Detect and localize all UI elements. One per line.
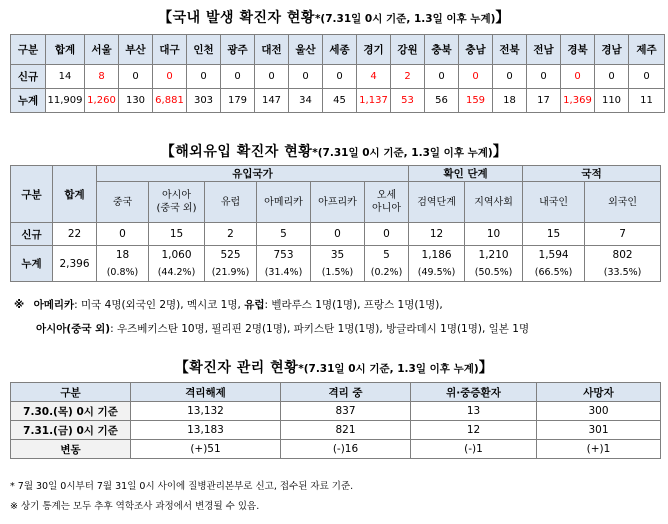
note-america-text: : 미국 4명(외국인 2명), 멕시코 1명, <box>74 299 245 311</box>
domestic-title <box>0 7 668 27</box>
domestic-cell: 56 <box>425 89 459 113</box>
domestic-cell: 110 <box>595 89 629 113</box>
overseas-cell-cumulative: 18 <box>97 246 149 265</box>
overseas-cell-percent: (44.2%) <box>149 265 205 282</box>
domestic-cell: 303 <box>187 89 221 113</box>
overseas-subheader-cell <box>97 182 149 223</box>
overseas-cell-percent: (33.5%) <box>585 265 661 282</box>
domestic-cell: 0 <box>323 65 357 89</box>
domestic-row-label: 신규 <box>11 65 46 89</box>
domestic-cell: 6,881 <box>153 89 187 113</box>
domestic-header-cell: 서울 <box>85 35 119 65</box>
domestic-cell: 0 <box>527 65 561 89</box>
note-america-label: 아메리카 <box>33 299 75 311</box>
domestic-header-cell: 대전 <box>255 35 289 65</box>
domestic-cell: 1,369 <box>561 89 595 113</box>
note-line-1 <box>14 297 443 312</box>
management-cell: 837 <box>281 402 411 421</box>
overseas-row-cumulative <box>11 246 661 265</box>
overseas-subheader-cell <box>311 182 365 223</box>
management-title-end: 】 <box>478 360 494 376</box>
overseas-cell-cumulative: 1,210 <box>465 246 523 265</box>
overseas-subheader-text: 아시아 <box>162 190 191 201</box>
overseas-subheader-cell <box>257 182 311 223</box>
overseas-subheader-text: 검역단계 <box>417 196 456 208</box>
management-row-label: 7.31.(금) 0시 기준 <box>11 421 131 440</box>
overseas-row-new <box>11 223 661 246</box>
domestic-header-cell: 충남 <box>459 35 493 65</box>
domestic-cell: 8 <box>85 65 119 89</box>
overseas-subheader-text: 지역사회 <box>474 196 513 208</box>
management-cell: 13 <box>411 402 537 421</box>
overseas-row-label-cumulative: 누계 <box>11 246 53 282</box>
domestic-row-label: 누계 <box>11 89 46 113</box>
overseas-cell-cumulative: 753 <box>257 246 311 265</box>
overseas-cell-percent: (50.5%) <box>465 265 523 282</box>
domestic-header-cell: 광주 <box>221 35 255 65</box>
overseas-cell-new: 0 <box>97 223 149 246</box>
overseas-table <box>10 165 661 282</box>
overseas-subheader-cell <box>523 182 585 223</box>
management-cell: 821 <box>281 421 411 440</box>
overseas-header-confirm-stage: 확인 단계 <box>409 166 523 182</box>
domestic-header-cell: 대구 <box>153 35 187 65</box>
overseas-subheader-text: 오세 <box>376 190 397 201</box>
domestic-cell: 0 <box>425 65 459 89</box>
overseas-cell-new: 0 <box>311 223 365 246</box>
domestic-cell: 2 <box>391 65 425 89</box>
overseas-cell-new: 0 <box>365 223 409 246</box>
overseas-subheader-cell <box>465 182 523 223</box>
management-cell: 12 <box>411 421 537 440</box>
management-row-0731 <box>11 421 661 440</box>
domestic-cell: 0 <box>221 65 255 89</box>
domestic-table <box>10 34 665 113</box>
overseas-cell-percent: (66.5%) <box>523 265 585 282</box>
management-cell: (-)1 <box>411 440 537 459</box>
overseas-cell-cumulative: 35 <box>311 246 365 265</box>
overseas-cell-new: 10 <box>465 223 523 246</box>
note-asia-label: 아시아(중국 외) <box>36 323 111 335</box>
domestic-cell: 1,260 <box>85 89 119 113</box>
domestic-header-cell: 충북 <box>425 35 459 65</box>
overseas-subheader-text: (중국 외) <box>156 203 197 214</box>
note-asia-text: : 우즈베키스탄 10명, 필리핀 2명(1명), 파키스탄 1명(1명), 방글라데시 1명(1명), 일본 1명 <box>110 323 530 335</box>
management-title-main: 【확진자 관리 현황 <box>174 360 299 376</box>
management-row-label: 변동 <box>11 440 131 459</box>
domestic-cell: 130 <box>119 89 153 113</box>
domestic-header-row <box>11 35 665 65</box>
domestic-cell: 0 <box>493 65 527 89</box>
overseas-cell-cumulative: 1,060 <box>149 246 205 265</box>
domestic-header-cell: 인천 <box>187 35 221 65</box>
overseas-subheader-text: 내국인 <box>539 196 569 208</box>
overseas-cell-percent: (1.5%) <box>311 265 365 282</box>
overseas-cell-cumulative: 1,186 <box>409 246 465 265</box>
overseas-cell-percent: (49.5%) <box>409 265 465 282</box>
management-header-cell: 구분 <box>11 383 131 402</box>
domestic-cell: 0 <box>561 65 595 89</box>
management-header-cell: 격리 중 <box>281 383 411 402</box>
domestic-cell: 14 <box>46 65 85 89</box>
domestic-cell: 0 <box>119 65 153 89</box>
management-cell: (+)51 <box>131 440 281 459</box>
overseas-total-new: 22 <box>53 223 97 246</box>
overseas-cell-new: 2 <box>205 223 257 246</box>
overseas-header-gubun: 구분 <box>11 166 53 223</box>
overseas-cell-cumulative: 802 <box>585 246 661 265</box>
overseas-cell-cumulative: 1,594 <box>523 246 585 265</box>
footnote-1: * 7월 30일 0시부터 7월 31일 0시 사이에 질병관리본부로 신고, 접수된 자료 기준. <box>10 481 354 492</box>
domestic-cell: 179 <box>221 89 255 113</box>
overseas-subheader-row <box>11 182 661 223</box>
domestic-header-cell: 울산 <box>289 35 323 65</box>
management-cell: 13,183 <box>131 421 281 440</box>
overseas-subheader-cell <box>365 182 409 223</box>
overseas-subheader-text: 아프리카 <box>318 196 357 208</box>
management-header-row <box>11 383 661 402</box>
overseas-header-total: 합계 <box>53 166 97 223</box>
overseas-header-inflow-country: 유입국가 <box>97 166 409 182</box>
overseas-cell-new: 15 <box>523 223 585 246</box>
overseas-subheader-cell <box>205 182 257 223</box>
overseas-title <box>0 141 668 161</box>
overseas-cell-new: 15 <box>149 223 205 246</box>
domestic-header-cell: 전북 <box>493 35 527 65</box>
domestic-header-cell: 제주 <box>629 35 665 65</box>
domestic-cell: 0 <box>459 65 493 89</box>
management-cell: (-)16 <box>281 440 411 459</box>
management-cell: 300 <box>537 402 661 421</box>
overseas-header-nationality: 국적 <box>523 166 661 182</box>
domestic-title-main: 【국내 발생 확진자 현황 <box>158 10 315 26</box>
domestic-header-cell: 경남 <box>595 35 629 65</box>
overseas-subheader-cell <box>149 182 205 223</box>
domestic-header-cell: 부산 <box>119 35 153 65</box>
domestic-cell: 159 <box>459 89 493 113</box>
overseas-subheader-text: 아니아 <box>372 203 402 214</box>
domestic-cell: 0 <box>187 65 221 89</box>
note-europe-label: 유럽 <box>244 299 265 311</box>
domestic-cell: 0 <box>289 65 323 89</box>
management-row-0730 <box>11 402 661 421</box>
management-row-change <box>11 440 661 459</box>
note-line-2 <box>36 321 529 336</box>
domestic-cell: 53 <box>391 89 425 113</box>
domestic-cell: 1,137 <box>357 89 391 113</box>
footnote-2: ※ 상기 통계는 모두 추후 역학조사 과정에서 변경될 수 있음. <box>10 501 260 512</box>
domestic-title-sub: *(7.31일 0시 기준, 1.3일 이후 누계) <box>314 13 496 25</box>
domestic-header-cell: 세종 <box>323 35 357 65</box>
domestic-title-end: 】 <box>495 10 510 26</box>
overseas-cell-percent: (0.2%) <box>365 265 409 282</box>
overseas-subheader-cell <box>409 182 465 223</box>
domestic-cell: 18 <box>493 89 527 113</box>
management-cell: (+)1 <box>537 440 661 459</box>
note-europe-text: : 벨라루스 1명(1명), 프랑스 1명(1명), <box>264 299 443 311</box>
domestic-header-cell: 전남 <box>527 35 561 65</box>
domestic-header-cell: 구분 <box>11 35 46 65</box>
note-mark: ※ <box>14 299 25 311</box>
management-cell: 13,132 <box>131 402 281 421</box>
overseas-title-sub: *(7.31일 0시 기준, 1.3일 이후 누계) <box>312 147 493 159</box>
overseas-subheader-text: 아메리카 <box>264 196 303 208</box>
management-header-cell: 위·중증환자 <box>411 383 537 402</box>
domestic-cell: 45 <box>323 89 357 113</box>
domestic-row-new <box>11 65 665 89</box>
domestic-cell: 11 <box>629 89 665 113</box>
management-table <box>10 382 661 459</box>
domestic-cell: 11,909 <box>46 89 85 113</box>
domestic-cell: 34 <box>289 89 323 113</box>
domestic-header-cell: 경북 <box>561 35 595 65</box>
domestic-cell: 17 <box>527 89 561 113</box>
overseas-total-cumulative: 2,396 <box>53 246 97 282</box>
overseas-title-end: 】 <box>492 144 508 160</box>
overseas-title-main: 【해외유입 확진자 현황 <box>160 144 313 160</box>
overseas-cell-percent: (21.9%) <box>205 265 257 282</box>
domestic-header-cell: 경기 <box>357 35 391 65</box>
overseas-subheader-cell <box>585 182 661 223</box>
domestic-cell: 147 <box>255 89 289 113</box>
domestic-cell: 0 <box>595 65 629 89</box>
domestic-cell: 0 <box>255 65 289 89</box>
management-row-label: 7.30.(목) 0시 기준 <box>11 402 131 421</box>
management-cell: 301 <box>537 421 661 440</box>
overseas-cell-new: 12 <box>409 223 465 246</box>
overseas-subheader-text: 외국인 <box>608 196 638 208</box>
overseas-subheader-text: 유럽 <box>220 196 241 208</box>
management-header-cell: 격리해제 <box>131 383 281 402</box>
management-title <box>0 357 668 377</box>
overseas-cell-percent: (0.8%) <box>97 265 149 282</box>
domestic-row-cumulative <box>11 89 665 113</box>
management-header-cell: 사망자 <box>537 383 661 402</box>
domestic-cell: 0 <box>629 65 665 89</box>
domestic-header-cell: 합계 <box>46 35 85 65</box>
overseas-cell-cumulative: 525 <box>205 246 257 265</box>
overseas-cell-new: 7 <box>585 223 661 246</box>
management-title-sub: *(7.31일 0시 기준, 1.3일 이후 누계) <box>298 363 479 375</box>
overseas-row-label-new: 신규 <box>11 223 53 246</box>
overseas-subheader-text: 중국 <box>112 196 133 208</box>
domestic-header-cell: 강원 <box>391 35 425 65</box>
overseas-cell-cumulative: 5 <box>365 246 409 265</box>
overseas-row-percent <box>11 265 661 282</box>
domestic-cell: 0 <box>153 65 187 89</box>
domestic-cell: 4 <box>357 65 391 89</box>
overseas-cell-new: 5 <box>257 223 311 246</box>
overseas-cell-percent: (31.4%) <box>257 265 311 282</box>
